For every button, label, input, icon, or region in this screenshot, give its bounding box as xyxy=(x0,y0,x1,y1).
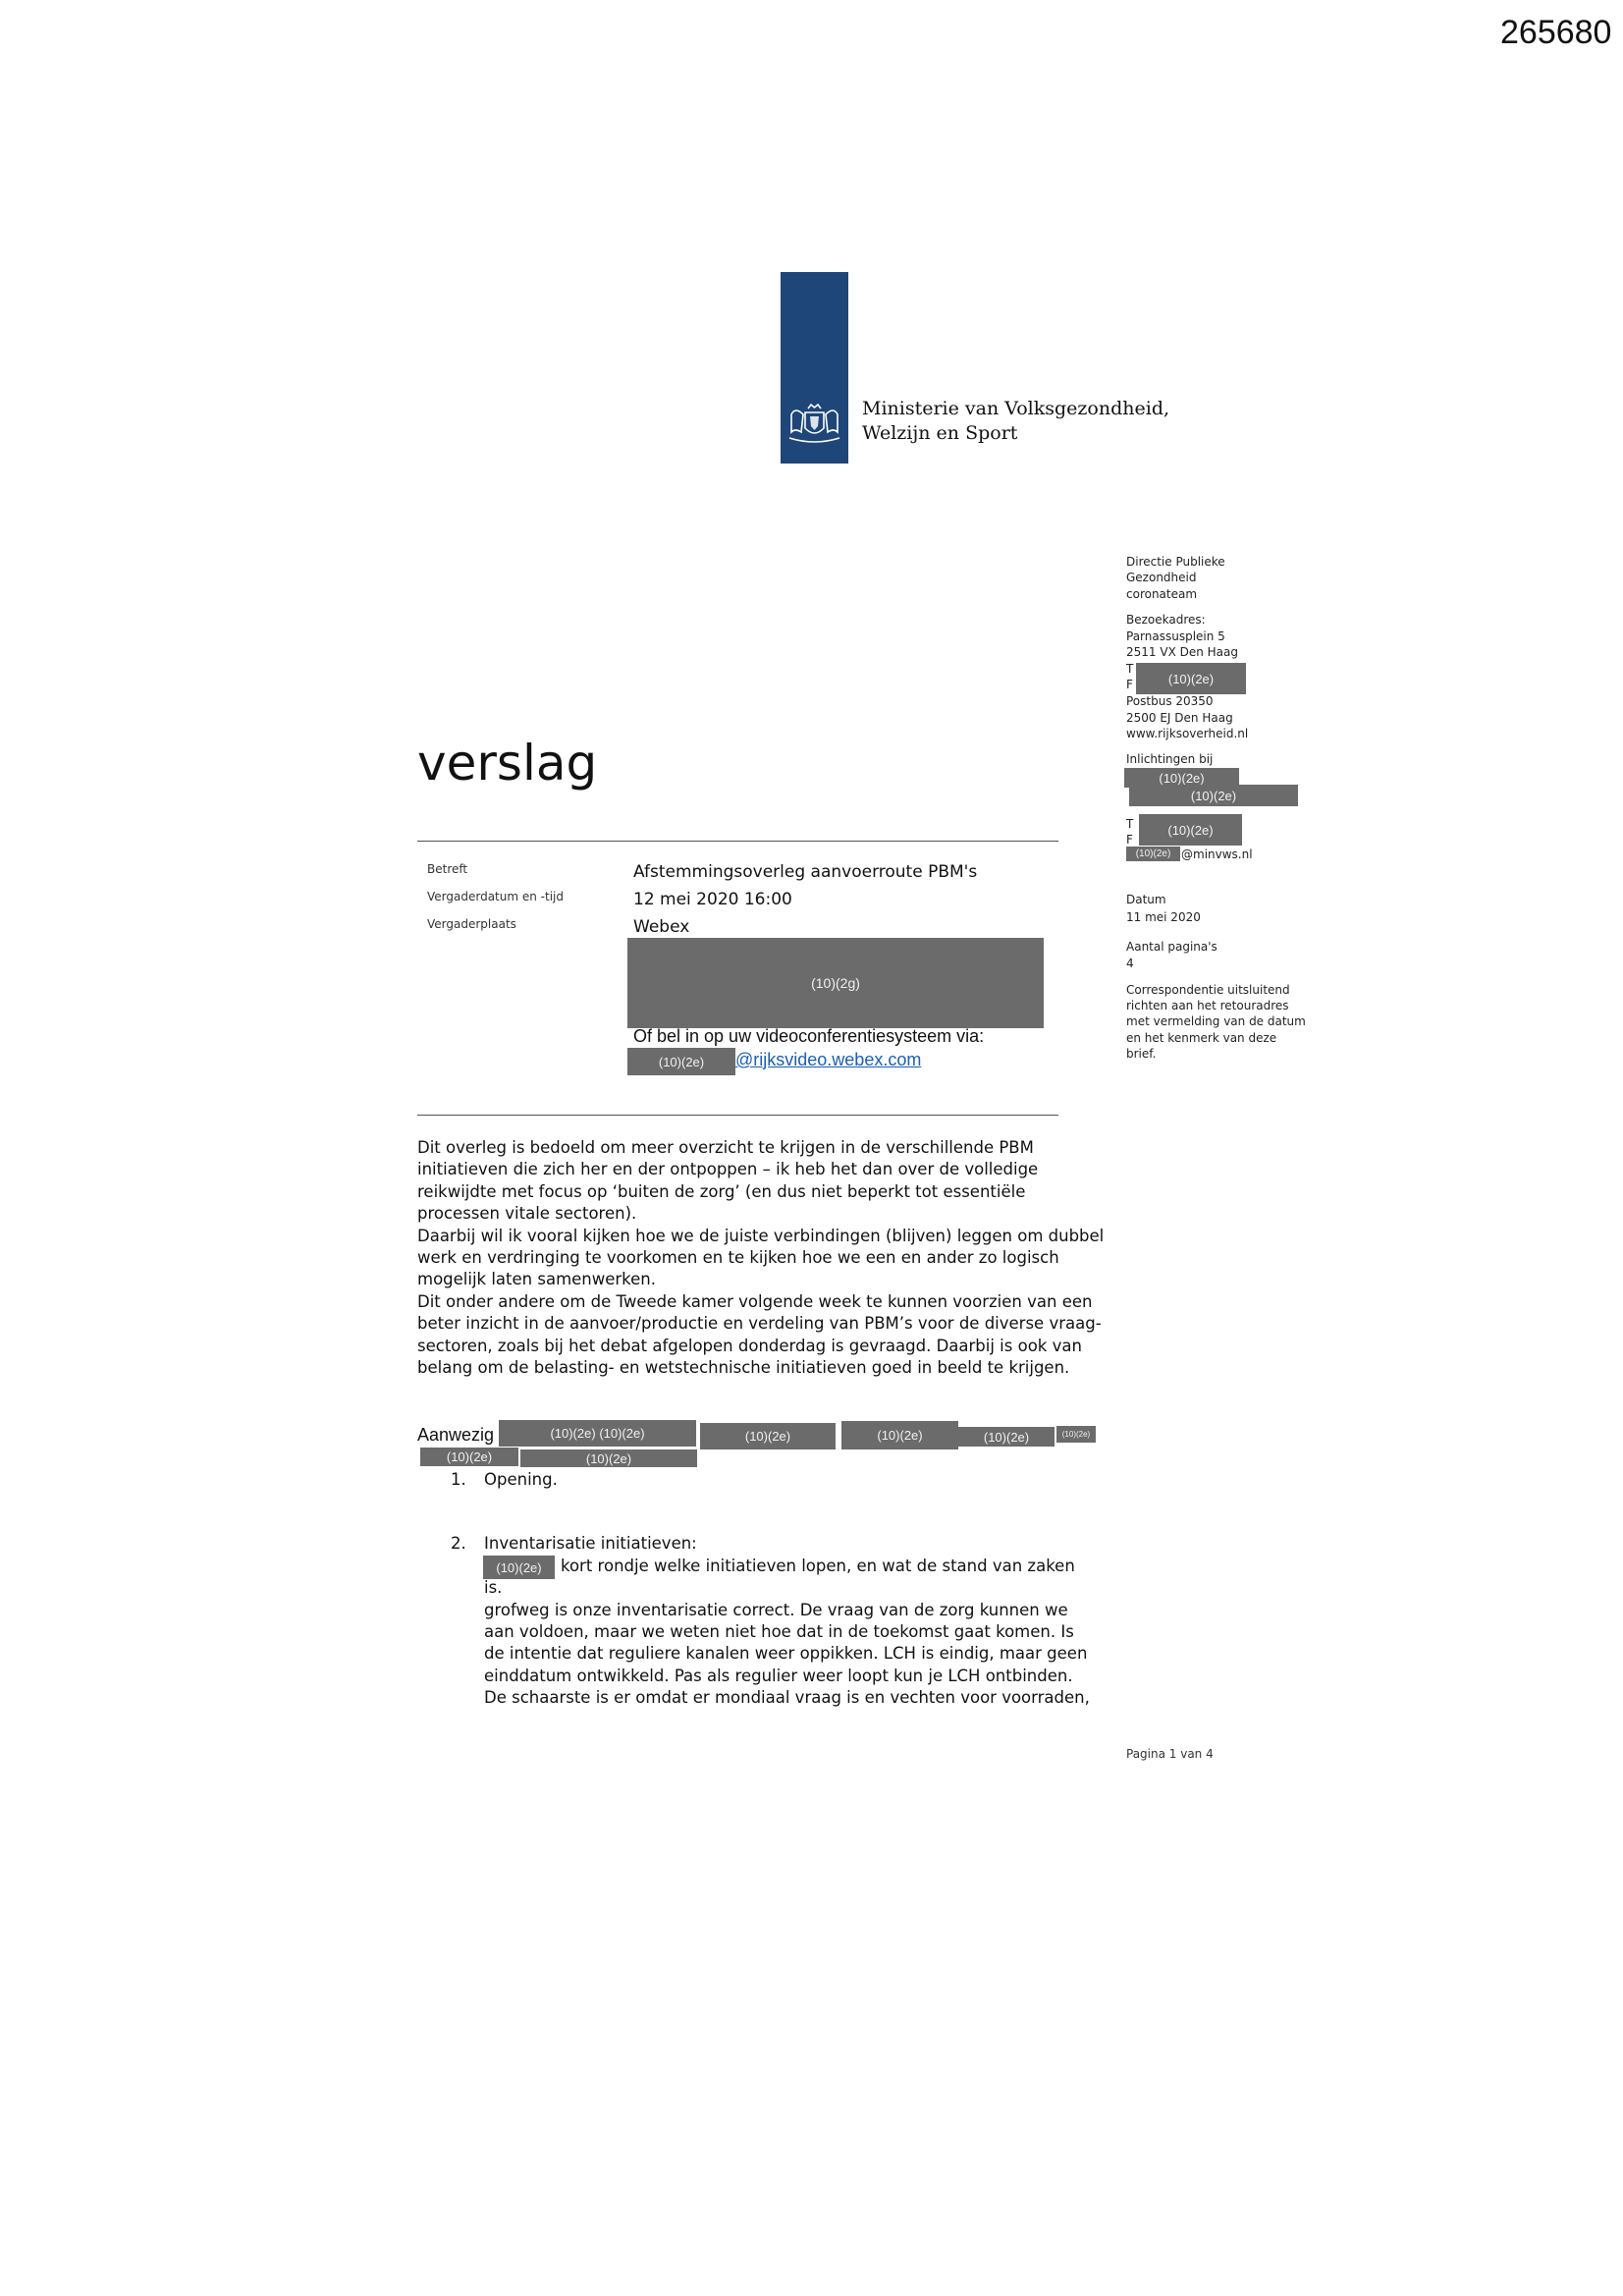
document-number: 265680 xyxy=(1500,14,1612,51)
info-redaction-2: (10)(2e) xyxy=(1129,785,1298,806)
sidebar-correspondence-3: met vermelding van de datum xyxy=(1126,1014,1306,1028)
webex-link[interactable]: @rijksvideo.webex.com xyxy=(735,1050,922,1069)
sidebar-t2: T xyxy=(1126,817,1134,831)
ministry-line-1: Ministerie van Volksgezondheid, xyxy=(862,398,1170,419)
sidebar-pages-value: 4 xyxy=(1126,957,1134,970)
datum-value: 12 mei 2020 16:00 xyxy=(633,890,792,909)
aanwezig-redaction-7: (10)(2e) xyxy=(520,1449,697,1467)
email-redaction: (10)(2e) xyxy=(1126,847,1180,861)
sidebar-pages-label: Aantal pagina's xyxy=(1126,940,1217,954)
item-2-line-1: kort rondje welke initiatieven lopen, en wat de stand van zaken xyxy=(561,1557,1075,1575)
aanwezig-redaction-2: (10)(2e) xyxy=(700,1423,836,1449)
body-text xyxy=(417,1137,1105,1379)
sidebar-datum-value: 11 mei 2020 xyxy=(1126,910,1201,924)
dial-in-text: Of bel in op uw videoconferentiesysteem via: xyxy=(633,1026,985,1046)
coat-of-arms-icon xyxy=(784,399,845,446)
aanwezig-redaction-3: (10)(2e) xyxy=(841,1421,958,1449)
item-2-title: Inventarisatie initiatieven: xyxy=(484,1534,697,1553)
plaats-label: Vergaderplaats xyxy=(427,917,516,931)
aanwezig-redaction-4: (10)(2e) xyxy=(958,1427,1055,1447)
aanwezig-redaction-1-text-a: (10)(2e) xyxy=(550,1426,596,1441)
body-paragraph-2: Daarbij wil ik vooral kijken hoe we de juiste verbindingen (blijven) leggen om dubbel werk en verdringing te voorkomen en te kijken hoe we een en ander zo logisch mogelijk laten samenwerken. xyxy=(417,1226,1105,1289)
header-divider xyxy=(417,841,1058,842)
phone-redaction: (10)(2e) xyxy=(1136,663,1246,694)
aanwezig-redaction-1 xyxy=(499,1420,696,1447)
aanwezig-redaction-6: (10)(2e) xyxy=(420,1448,518,1466)
sidebar-city: 2511 VX Den Haag xyxy=(1126,645,1238,659)
sidebar-website: www.rijksoverheid.nl xyxy=(1126,727,1249,740)
sidebar-org-2: Gezondheid xyxy=(1126,571,1197,584)
plaats-value: Webex xyxy=(633,917,690,937)
sidebar-org-1: Directie Publieke xyxy=(1126,555,1225,569)
aanwezig-label: Aanwezig xyxy=(417,1425,495,1445)
datum-label: Vergaderdatum en -tijd xyxy=(427,890,564,903)
aanwezig-redaction-1-text-b: (10)(2e) xyxy=(599,1426,645,1441)
item-2-para-1: grofweg is onze inventarisatie correct. De vraag van de zorg kunnen we xyxy=(484,1601,1068,1619)
betreft-value: Afstemmingsoverleg aanvoerroute PBM's xyxy=(633,862,978,882)
item-2-line-2: is. xyxy=(484,1578,503,1597)
item-1-opening: Opening. xyxy=(484,1470,558,1489)
dial-redaction: (10)(2e) xyxy=(627,1048,735,1075)
item-1-number: 1. xyxy=(451,1470,466,1489)
item-2-number: 2. xyxy=(451,1534,466,1553)
sidebar-datum-label: Datum xyxy=(1126,893,1166,906)
meta-divider xyxy=(417,1115,1058,1116)
body-paragraph-3: Dit onder andere om de Tweede kamer volgende week te kunnen voorzien van een beter inzicht in de aanvoer/productie en verdeling van PBM’s voor de diverse vraag-sectoren, zoals bij het debat afgelopen donderdag is gevraagd. Daarbij is ook van belang om de belasting- en wetstechnische initiatieven goed in beeld te krijgen. xyxy=(417,1291,1102,1378)
item-2-para-3: de intentie dat reguliere kanalen weer oppikken. LCH is eindig, maar geen xyxy=(484,1644,1088,1663)
sidebar-correspondence-2: richten aan het retouradres xyxy=(1126,999,1289,1012)
item-2-para-2: aan voldoen, maar we weten niet hoe dat in de toekomst gaat komen. Is xyxy=(484,1622,1074,1641)
item-2-para-4: einddatum ontwikkeld. Pas als regulier weer loopt kun je LCH ontbinden. xyxy=(484,1667,1073,1685)
item-2-para-5: De schaarste is er omdat er mondiaal vraag is en vechten voor voorraden, xyxy=(484,1688,1090,1707)
sidebar-info-label: Inlichtingen bij xyxy=(1126,752,1214,766)
sidebar-team: coronateam xyxy=(1126,587,1198,601)
page-title: verslag xyxy=(417,735,598,792)
ministry-line-2: Welzijn en Sport xyxy=(862,422,1018,444)
sidebar-f: F xyxy=(1126,678,1133,691)
item-2-redaction: (10)(2e) xyxy=(483,1556,555,1579)
sidebar-correspondence-1: Correspondentie uitsluitend xyxy=(1126,983,1290,997)
betreft-label: Betreft xyxy=(427,862,468,876)
page-footer: Pagina 1 van 4 xyxy=(1126,1747,1214,1761)
aanwezig-redaction-5: (10)(2e) xyxy=(1056,1426,1096,1443)
sidebar-address-label: Bezoekadres: xyxy=(1126,613,1206,627)
info-phone-redaction: (10)(2e) xyxy=(1139,814,1242,846)
sidebar-postbus: Postbus 20350 xyxy=(1126,694,1214,708)
info-redaction-1: (10)(2e) xyxy=(1124,768,1239,788)
sidebar-f2: F xyxy=(1126,833,1133,847)
sidebar-t: T xyxy=(1126,662,1134,676)
webex-redaction: (10)(2g) xyxy=(627,938,1044,1028)
sidebar-correspondence-4: en het kenmerk van deze xyxy=(1126,1031,1277,1045)
sidebar-correspondence-5: brief. xyxy=(1126,1047,1157,1061)
ministry-name xyxy=(862,397,1169,446)
body-paragraph-1: Dit overleg is bedoeld om meer overzicht te krijgen in de verschillende PBM initiatieven die zich her en der ontpoppen – ik heb het dan over de volledige reikwijdte met focus op ‘buiten de zorg’ (en dus niet beperkt tot essentiële processen vitale sectoren). xyxy=(417,1138,1039,1224)
sidebar-street: Parnassusplein 5 xyxy=(1126,629,1225,643)
sidebar-postcity: 2500 EJ Den Haag xyxy=(1126,711,1233,725)
sidebar-email-domain: @minvws.nl xyxy=(1181,847,1253,861)
